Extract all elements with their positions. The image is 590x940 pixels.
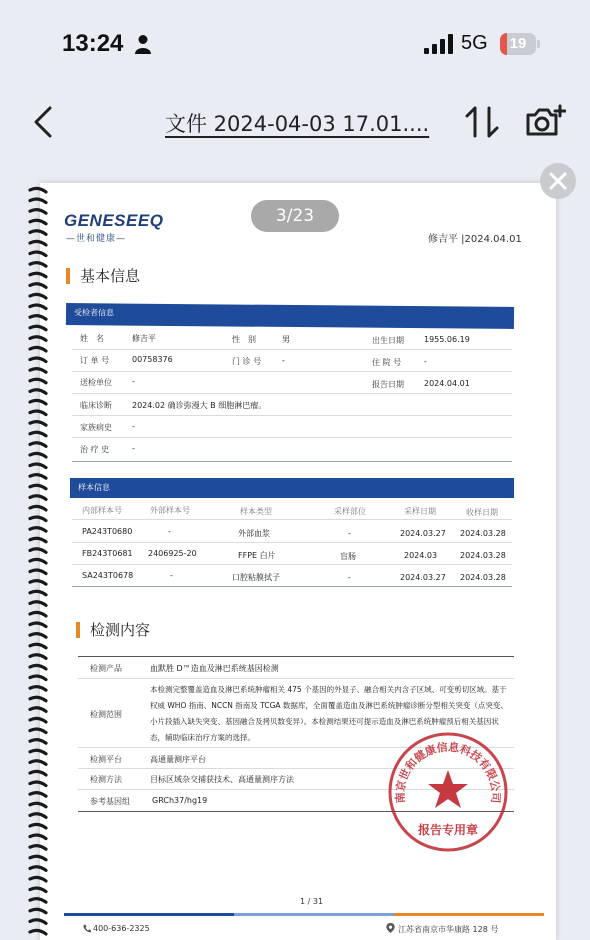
spiral-coil <box>30 549 46 553</box>
divider <box>72 393 512 394</box>
spiral-coil <box>30 581 46 585</box>
scope-label: 检测范围 <box>90 710 122 719</box>
seal-ring-text: 南京世和健康信息科技有限公司 <box>393 740 503 804</box>
spiral-coil <box>30 241 46 245</box>
spiral-coil <box>30 231 46 235</box>
spiral-coil <box>30 665 46 669</box>
spiral-coil <box>30 793 46 797</box>
patient-info-bar: 受检者信息 <box>66 303 514 329</box>
method-value: 目标区域杂交捕获技术、高通量测序方法 <box>150 775 294 784</box>
spiral-coil <box>30 337 46 341</box>
spiral-coil <box>30 379 46 383</box>
sample-cell: 2024.03.28 <box>460 573 506 582</box>
spiral-coil <box>30 750 46 754</box>
spiral-coil <box>30 877 46 881</box>
divider <box>78 656 514 657</box>
spiral-coil <box>30 528 46 532</box>
spiral-coil <box>30 273 46 277</box>
company-logo: GENESEEQ <box>64 211 164 230</box>
name-value: 修吉平 <box>132 334 156 343</box>
spiral-coil <box>30 326 46 330</box>
spiral-coil <box>30 432 46 436</box>
spiral-coil <box>30 708 46 712</box>
footer-address: 江苏省南京市华康路 128 号 <box>398 925 499 934</box>
page-indicator: 3/23 <box>251 200 339 232</box>
phone-icon <box>82 924 91 933</box>
spiral-coil <box>30 210 46 214</box>
sample-header: 外部样本号 <box>150 506 190 515</box>
spiral-coil <box>30 188 46 192</box>
sample-cell: - <box>168 527 171 536</box>
spiral-coil <box>30 464 46 468</box>
unit-label: 送检单位 <box>80 378 112 387</box>
spiral-coil <box>30 920 46 924</box>
family-value: - <box>132 422 135 431</box>
spiral-coil <box>30 930 46 934</box>
product-value: 血默胜 D™造血及淋巴系统基因检测 <box>150 664 279 673</box>
divider <box>78 678 514 679</box>
order-value: 00758376 <box>132 355 173 364</box>
spiral-coil <box>30 570 46 574</box>
seal-bottom-text: 报告专用章 <box>417 823 479 837</box>
spiral-coil <box>30 284 46 288</box>
close-button[interactable] <box>540 163 576 199</box>
spiral-coil <box>30 856 46 860</box>
sample-cell: - <box>170 571 173 580</box>
sample-cell: 2024.03 <box>404 551 438 560</box>
sex-label: 性 别 <box>232 335 256 344</box>
platform-label: 检测平台 <box>90 755 122 764</box>
spiral-coil <box>30 485 46 489</box>
header-patient-date: 修吉平 |2024.04.01 <box>428 234 522 245</box>
section-test-content: 检测内容 <box>76 622 150 638</box>
sample-cell: 2024.03.28 <box>460 551 506 560</box>
diagnosis-value: 2024.02 确诊弥漫大 B 细胞淋巴瘤。 <box>132 401 267 410</box>
spiral-coil <box>30 867 46 871</box>
spiral-coil <box>30 358 46 362</box>
divider <box>72 586 512 587</box>
company-seal-stamp <box>386 730 510 854</box>
spiral-coil <box>30 687 46 691</box>
spiral-coil <box>30 591 46 595</box>
spiral-coil <box>30 400 46 404</box>
spiral-coil <box>30 697 46 701</box>
dob-value: 1955.06.19 <box>424 335 470 344</box>
company-logo-subtitle: —世和健康— <box>66 234 127 244</box>
spiral-coil <box>30 644 46 648</box>
sample-cell: - <box>348 573 351 582</box>
sample-cell: 2024.03.28 <box>460 529 506 538</box>
sample-info-bar: 样本信息 <box>70 478 514 498</box>
back-button[interactable] <box>28 102 64 142</box>
spiral-coil <box>30 199 46 203</box>
divider <box>72 415 512 416</box>
divider <box>72 437 512 438</box>
family-label: 家族病史 <box>80 423 112 432</box>
method-label: 检测方法 <box>90 775 122 784</box>
spiral-coil <box>30 803 46 807</box>
sample-cell: 2024.03.27 <box>400 573 446 582</box>
inpatient-label: 住 院 号 <box>372 358 402 367</box>
sample-cell: 口腔粘膜拭子 <box>232 573 280 582</box>
dob-label: 出生日期 <box>372 336 404 345</box>
scope-line: 权威 WHO 指南、NCCN 指南及 TCGA 数据库，全面覆盖造血及淋巴系统肿瘤诊断分型相关突变（点突变、 <box>150 701 508 710</box>
sample-cell: 2406925-20 <box>148 549 197 558</box>
spiral-coil <box>30 602 46 606</box>
divider <box>72 461 512 462</box>
spiral-coil <box>30 740 46 744</box>
spiral-coil <box>30 634 46 638</box>
battery-indicator <box>500 33 540 55</box>
spiral-coil <box>30 220 46 224</box>
spiral-coil <box>30 496 46 500</box>
person-icon <box>134 34 152 54</box>
spiral-binding <box>28 186 48 940</box>
scope-line: 本检测完整覆盖造血及淋巴系统肿瘤相关 475 个基因的外显子、融合相关内含子区域、可变剪切区域。基于 <box>150 685 507 694</box>
clinic-value: - <box>282 356 285 365</box>
divider <box>72 371 512 372</box>
location-icon <box>386 923 395 933</box>
diagnosis-label: 临床诊断 <box>80 401 112 410</box>
spiral-coil <box>30 846 46 850</box>
divider <box>72 564 512 565</box>
spiral-coil <box>30 453 46 457</box>
sample-header: 收样日期 <box>466 508 498 517</box>
sample-cell: 2024.03.27 <box>400 529 446 538</box>
spiral-coil <box>30 909 46 913</box>
clinic-label: 门 诊 号 <box>232 357 262 366</box>
close-icon <box>540 163 576 199</box>
spiral-coil <box>30 612 46 616</box>
spiral-coil <box>30 411 46 415</box>
spiral-coil <box>30 761 46 765</box>
spiral-coil <box>30 655 46 659</box>
sample-cell: FFPE 白片 <box>238 551 276 560</box>
reference-value: GRCh37/hg19 <box>152 796 208 805</box>
product-label: 检测产品 <box>90 664 122 673</box>
treatment-value: - <box>132 444 135 453</box>
spiral-coil <box>30 729 46 733</box>
order-label: 订 单 号 <box>80 356 110 365</box>
sort-arrows-icon[interactable] <box>462 102 502 142</box>
document-title[interactable]: 文件 2024-04-03 17.01.... <box>165 112 430 136</box>
reference-label: 参考基因组 <box>90 797 130 806</box>
sample-header: 采样部位 <box>334 507 366 516</box>
camera-add-icon[interactable] <box>522 102 566 142</box>
spiral-coil <box>30 369 46 373</box>
spiral-coil <box>30 443 46 447</box>
spiral-coil <box>30 824 46 828</box>
spiral-coil <box>30 676 46 680</box>
sample-cell: 盲肠 <box>340 552 356 561</box>
spiral-coil <box>30 835 46 839</box>
battery-level: 19 <box>509 35 527 52</box>
spiral-coil <box>30 888 46 892</box>
sex-value: 男 <box>282 335 290 344</box>
sample-header: 采样日期 <box>404 507 436 516</box>
signal-icon <box>424 34 454 54</box>
platform-value: 高通量测序平台 <box>150 755 206 764</box>
network-type: 5G <box>461 32 488 54</box>
spiral-coil <box>30 718 46 722</box>
scope-line: 态，辅助临床治疗方案的选择。 <box>150 733 255 742</box>
sample-cell: PA243T0680 <box>82 527 133 536</box>
spiral-coil <box>30 422 46 426</box>
treatment-label: 治 疗 史 <box>80 445 110 454</box>
report-date-label: 报告日期 <box>372 380 404 389</box>
status-bar <box>0 0 590 88</box>
spiral-coil <box>30 316 46 320</box>
spiral-coil <box>30 475 46 479</box>
spiral-coil <box>30 305 46 309</box>
spiral-coil <box>30 294 46 298</box>
unit-value: - <box>132 377 135 386</box>
divider <box>72 349 512 350</box>
sample-cell: 外部血浆 <box>238 529 270 538</box>
spiral-coil <box>30 517 46 521</box>
scope-line: 小片段插入缺失突变、基因融合及拷贝数变异）。本检测结果还可提示造血及淋巴系统肿瘤预后相关基因状 <box>150 717 499 726</box>
section-basic-info: 基本信息 <box>66 268 140 284</box>
status-time: 13:24 <box>62 30 124 57</box>
sample-header: 样本类型 <box>240 507 272 516</box>
spiral-coil <box>30 263 46 267</box>
spiral-coil <box>30 252 46 256</box>
footer-phone: 400-636-2325 <box>93 924 150 933</box>
inpatient-value: - <box>424 357 427 366</box>
spiral-coil <box>30 347 46 351</box>
footer-color-line <box>64 913 544 916</box>
spiral-coil <box>30 623 46 627</box>
sample-header: 内部样本号 <box>82 506 122 515</box>
spiral-coil <box>30 782 46 786</box>
report-date-value: 2024.04.01 <box>424 379 470 388</box>
spiral-coil <box>30 538 46 542</box>
spiral-coil <box>30 390 46 394</box>
spiral-coil <box>30 814 46 818</box>
spiral-coil <box>30 899 46 903</box>
sample-cell: SA243T0678 <box>82 571 134 580</box>
divider <box>72 519 512 520</box>
sample-cell: FB243T0681 <box>82 549 133 558</box>
spiral-coil <box>30 506 46 510</box>
spiral-coil <box>30 559 46 563</box>
footer-page-number: 1 / 31 <box>300 897 324 906</box>
name-label: 姓 名 <box>80 334 104 343</box>
divider <box>72 542 512 543</box>
spiral-coil <box>30 771 46 775</box>
sample-cell: - <box>348 529 351 538</box>
